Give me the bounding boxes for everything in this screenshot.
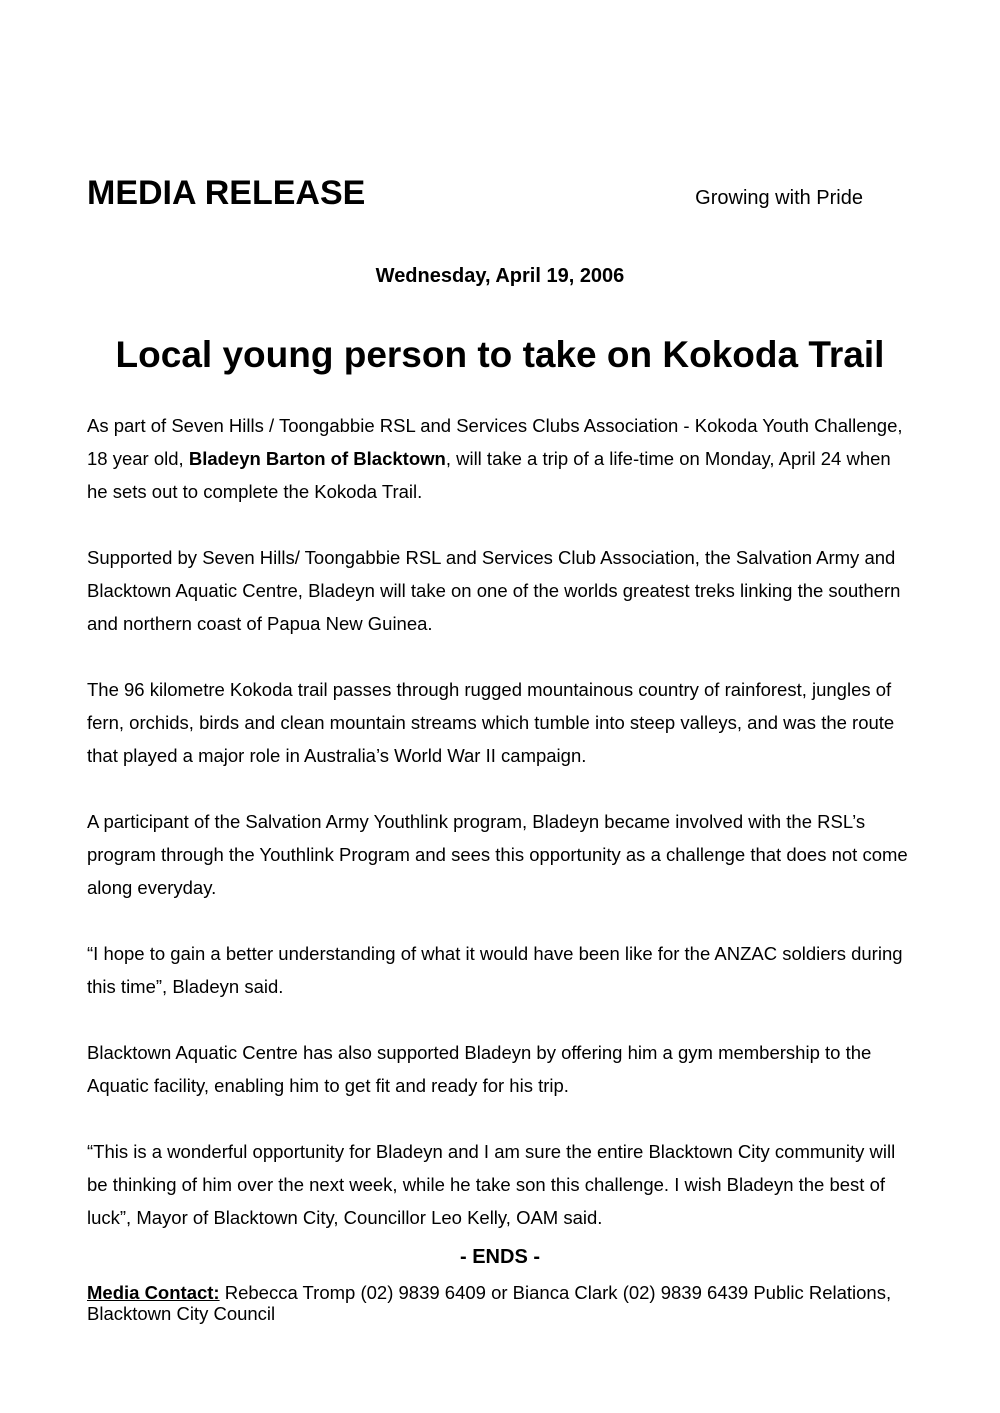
headline: Local young person to take on Kokoda Trail <box>115 334 885 375</box>
paragraph-aquatic-centre: Blacktown Aquatic Centre has also supported Bladeyn by offering him a gym membership to the Aquatic facility, enabling him to get fit and ready for his trip. <box>87 1042 872 1096</box>
body-copy <box>87 409 913 1234</box>
paragraph-intro-post: , will take a trip of a life-time on Monday, April 24 when he sets out to complete the Kokoda Trail. <box>87 448 891 502</box>
paragraph-youthlink: A participant of the Salvation Army Youthlink program, Bladeyn became involved with the RSL’s program through the Youthlink Program and sees this opportunity as a challenge that does not come along everyday. <box>87 811 908 898</box>
person-name-bold: Bladeyn Barton of Blacktown <box>188 448 446 469</box>
paragraph-supporters: Supported by Seven Hills/ Toongabbie RSL and Services Club Association, the Salvation Army and Blacktown Aquatic Centre, Bladeyn will take on one of the worlds greatest treks linking the southern and northern coast of Papua New Guinea. <box>87 547 901 634</box>
paragraph-quote-mayor: “This is a wonderful opportunity for Bladeyn and I am sure the entire Blacktown City community will be thinking of him over the next week, while he take son this challenge. I wish Bladeyn the best of luck”, Mayor of Blacktown City, Councillor Leo Kelly, OAM said. <box>87 1141 896 1228</box>
masthead <box>87 176 913 210</box>
paragraph-intro <box>87 409 913 508</box>
document-type-heading: MEDIA RELEASE <box>87 174 366 212</box>
media-contact <box>87 1282 913 1324</box>
paragraph-quote-bladeyn: “I hope to gain a better understanding of what it would have been like for the ANZAC soldiers during this time”, Bladeyn said. <box>87 943 903 997</box>
paragraph-intro-pre: As part of Seven Hills / Toongabbie RSL and Services Clubs Association - Kokoda Youth Challenge, 18 year old, <box>87 415 903 469</box>
paragraph-trail-description: The 96 kilometre Kokoda trail passes through rugged mountainous country of rainforest, jungles of fern, orchids, birds and clean mountain streams which tumble into steep valleys, and was the route that played a major role in Australia’s World War II campaign. <box>87 679 895 766</box>
tagline: Growing with Pride <box>695 187 863 209</box>
media-contact-text: Rebecca Tromp (02) 9839 6409 or Bianca Clark (02) 9839 6439 Public Relations, Blacktown City Council <box>87 1282 892 1324</box>
media-contact-label: Media Contact: <box>87 1282 220 1303</box>
release-date: Wednesday, April 19, 2006 <box>375 265 625 287</box>
ends-marker: - ENDS - <box>460 1246 540 1268</box>
